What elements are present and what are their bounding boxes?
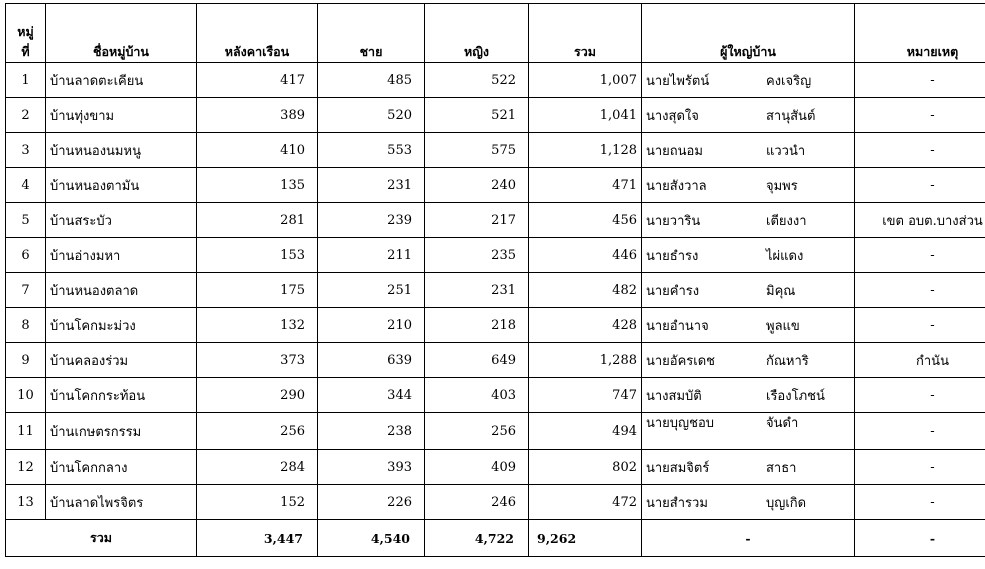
totals-row xyxy=(6,520,985,557)
village-cell: บ้านโคกกระท้อน xyxy=(46,378,197,413)
total-cell: 1,041 xyxy=(529,98,642,133)
table-row xyxy=(6,343,985,378)
headman-first-name: นายบุญชอบ xyxy=(646,416,715,431)
female-cell: 575 xyxy=(425,133,529,168)
village-cell: บ้านลาดไพรจิตร xyxy=(46,485,197,520)
headman-first-name: นายสำรวม xyxy=(646,495,708,511)
male-cell: 639 xyxy=(318,343,425,378)
headman-last-name: สาธา xyxy=(766,460,797,476)
table-row xyxy=(6,378,985,413)
male-cell: 226 xyxy=(318,485,425,520)
moo-cell: 4 xyxy=(6,168,46,203)
header-moo-line1: หมู่ xyxy=(17,24,34,39)
headman-last-name: สานุสันต์ xyxy=(766,108,816,124)
moo-cell: 2 xyxy=(6,98,46,133)
male-cell: 393 xyxy=(318,450,425,485)
households-cell: 410 xyxy=(197,133,318,168)
male-cell: 520 xyxy=(318,98,425,133)
headman-first-name: นายอำนาจ xyxy=(646,318,709,334)
headman-cell xyxy=(642,485,855,520)
headman-last-name: พูลแข xyxy=(766,318,800,334)
headman-first-name: นายสังวาล xyxy=(646,178,707,194)
remark-cell: - xyxy=(855,308,985,343)
headman-cell xyxy=(642,273,855,308)
remark-cell: เขต อบต.บางส่วน xyxy=(855,203,985,238)
headman-first-name: นางสมบัติ xyxy=(646,388,702,404)
remark-cell: - xyxy=(855,485,985,520)
headman-cell xyxy=(642,203,855,238)
totals-total: 9,262 xyxy=(529,520,642,557)
header-total: รวม xyxy=(529,4,642,63)
female-cell: 403 xyxy=(425,378,529,413)
headman-first-name: นายคำรง xyxy=(646,283,700,299)
village-cell: บ้านโคกมะม่วง xyxy=(46,308,197,343)
households-cell: 417 xyxy=(197,63,318,98)
village-cell: บ้านลาดตะเคียน xyxy=(46,63,197,98)
headman-first-name: นางสุดใจ xyxy=(646,108,699,124)
header-households: หลังคาเรือน xyxy=(197,4,318,63)
total-cell: 494 xyxy=(529,413,642,450)
moo-cell: 12 xyxy=(6,450,46,485)
headman-last-name: คงเจริญ xyxy=(766,73,812,89)
moo-cell: 3 xyxy=(6,133,46,168)
table-row xyxy=(6,485,985,520)
female-cell: 231 xyxy=(425,273,529,308)
table-row xyxy=(6,203,985,238)
moo-cell: 11 xyxy=(6,413,46,450)
total-cell: 471 xyxy=(529,168,642,203)
female-cell: 409 xyxy=(425,450,529,485)
village-cell: บ้านหนองตามัน xyxy=(46,168,197,203)
moo-cell: 5 xyxy=(6,203,46,238)
households-cell: 135 xyxy=(197,168,318,203)
table-row xyxy=(6,450,985,485)
total-cell: 1,128 xyxy=(529,133,642,168)
totals-female: 4,722 xyxy=(425,520,529,557)
village-cell: บ้านสระบัว xyxy=(46,203,197,238)
remark-cell: - xyxy=(855,238,985,273)
headman-first-name: นายวาริน xyxy=(646,213,701,229)
male-cell: 553 xyxy=(318,133,425,168)
remark-cell: - xyxy=(855,63,985,98)
village-cell: บ้านทุ่งขาม xyxy=(46,98,197,133)
totals-male: 4,540 xyxy=(318,520,425,557)
headman-cell xyxy=(642,63,855,98)
moo-cell: 1 xyxy=(6,63,46,98)
village-cell: บ้านคลองร่วม xyxy=(46,343,197,378)
moo-cell: 13 xyxy=(6,485,46,520)
remark-cell: กำนัน xyxy=(855,343,985,378)
remark-cell: - xyxy=(855,273,985,308)
headman-last-name: กัณหาริ xyxy=(766,353,809,369)
households-cell: 373 xyxy=(197,343,318,378)
moo-cell: 8 xyxy=(6,308,46,343)
households-cell: 152 xyxy=(197,485,318,520)
households-cell: 256 xyxy=(197,413,318,450)
table-row xyxy=(6,413,985,450)
moo-cell: 6 xyxy=(6,238,46,273)
table-row xyxy=(6,63,985,98)
total-cell: 747 xyxy=(529,378,642,413)
headman-first-name: นายธำรง xyxy=(646,248,699,264)
headman-last-name: เรืองโภชน์ xyxy=(766,388,825,404)
totals-label: รวม xyxy=(6,520,197,557)
headman-last-name: ไผ่แดง xyxy=(766,248,804,264)
table-row xyxy=(6,308,985,343)
totals-remark: - xyxy=(855,520,985,557)
male-cell: 210 xyxy=(318,308,425,343)
female-cell: 235 xyxy=(425,238,529,273)
total-cell: 1,007 xyxy=(529,63,642,98)
female-cell: 246 xyxy=(425,485,529,520)
headman-first-name: นายอัครเดช xyxy=(646,353,715,369)
female-cell: 521 xyxy=(425,98,529,133)
total-cell: 482 xyxy=(529,273,642,308)
table-row xyxy=(6,98,985,133)
header-female: หญิง xyxy=(425,4,529,63)
remark-cell: - xyxy=(855,413,985,450)
village-population-table xyxy=(5,3,985,557)
total-cell: 456 xyxy=(529,203,642,238)
header-moo-line2: ที่ xyxy=(21,44,30,59)
headman-cell xyxy=(642,98,855,133)
households-cell: 290 xyxy=(197,378,318,413)
female-cell: 217 xyxy=(425,203,529,238)
headman-cell xyxy=(642,133,855,168)
female-cell: 218 xyxy=(425,308,529,343)
female-cell: 522 xyxy=(425,63,529,98)
households-cell: 153 xyxy=(197,238,318,273)
headman-cell xyxy=(642,168,855,203)
totals-headman: - xyxy=(642,520,855,557)
headman-last-name: เตียงงา xyxy=(766,213,807,229)
remark-cell: - xyxy=(855,450,985,485)
table-row xyxy=(6,168,985,203)
households-cell: 389 xyxy=(197,98,318,133)
male-cell: 251 xyxy=(318,273,425,308)
male-cell: 344 xyxy=(318,378,425,413)
households-cell: 281 xyxy=(197,203,318,238)
header-village: ชื่อหมู่บ้าน xyxy=(46,4,197,63)
female-cell: 240 xyxy=(425,168,529,203)
table-row xyxy=(6,238,985,273)
header-remark: หมายเหตุ xyxy=(855,4,985,63)
male-cell: 231 xyxy=(318,168,425,203)
headman-last-name: บุญเกิด xyxy=(766,495,807,511)
headman-last-name: จันดำ xyxy=(766,416,799,431)
total-cell: 446 xyxy=(529,238,642,273)
header-headman: ผู้ใหญ่บ้าน xyxy=(642,4,855,63)
moo-cell: 7 xyxy=(6,273,46,308)
female-cell: 256 xyxy=(425,413,529,450)
male-cell: 485 xyxy=(318,63,425,98)
headman-cell xyxy=(642,413,855,450)
female-cell: 649 xyxy=(425,343,529,378)
table-row xyxy=(6,273,985,308)
total-cell: 802 xyxy=(529,450,642,485)
remark-cell: - xyxy=(855,378,985,413)
village-cell: บ้านหนองนมหนู xyxy=(46,133,197,168)
village-cell: บ้านโคกกลาง xyxy=(46,450,197,485)
village-cell: บ้านเกษตรกรรม xyxy=(46,413,197,450)
male-cell: 238 xyxy=(318,413,425,450)
headman-cell xyxy=(642,308,855,343)
header-male: ชาย xyxy=(318,4,425,63)
headman-last-name: มิคุณ xyxy=(766,283,796,299)
headman-last-name: จุมพร xyxy=(766,178,798,194)
headman-first-name: นายสมจิตร์ xyxy=(646,460,710,476)
households-cell: 175 xyxy=(197,273,318,308)
moo-cell: 10 xyxy=(6,378,46,413)
table-row xyxy=(6,133,985,168)
headman-cell xyxy=(642,450,855,485)
headman-cell xyxy=(642,378,855,413)
remark-cell: - xyxy=(855,133,985,168)
male-cell: 239 xyxy=(318,203,425,238)
headman-first-name: นายถนอม xyxy=(646,143,703,159)
totals-households: 3,447 xyxy=(197,520,318,557)
total-cell: 428 xyxy=(529,308,642,343)
households-cell: 284 xyxy=(197,450,318,485)
headman-cell xyxy=(642,343,855,378)
headman-cell xyxy=(642,238,855,273)
moo-cell: 9 xyxy=(6,343,46,378)
header-row xyxy=(6,4,985,63)
households-cell: 132 xyxy=(197,308,318,343)
header-moo xyxy=(6,4,46,63)
remark-cell: - xyxy=(855,98,985,133)
headman-first-name: นายไพรัตน์ xyxy=(646,73,710,89)
village-cell: บ้านหนองตลาด xyxy=(46,273,197,308)
remark-cell: - xyxy=(855,168,985,203)
total-cell: 1,288 xyxy=(529,343,642,378)
village-cell: บ้านอ่างมหา xyxy=(46,238,197,273)
total-cell: 472 xyxy=(529,485,642,520)
headman-last-name: แววนำ xyxy=(766,143,806,159)
male-cell: 211 xyxy=(318,238,425,273)
